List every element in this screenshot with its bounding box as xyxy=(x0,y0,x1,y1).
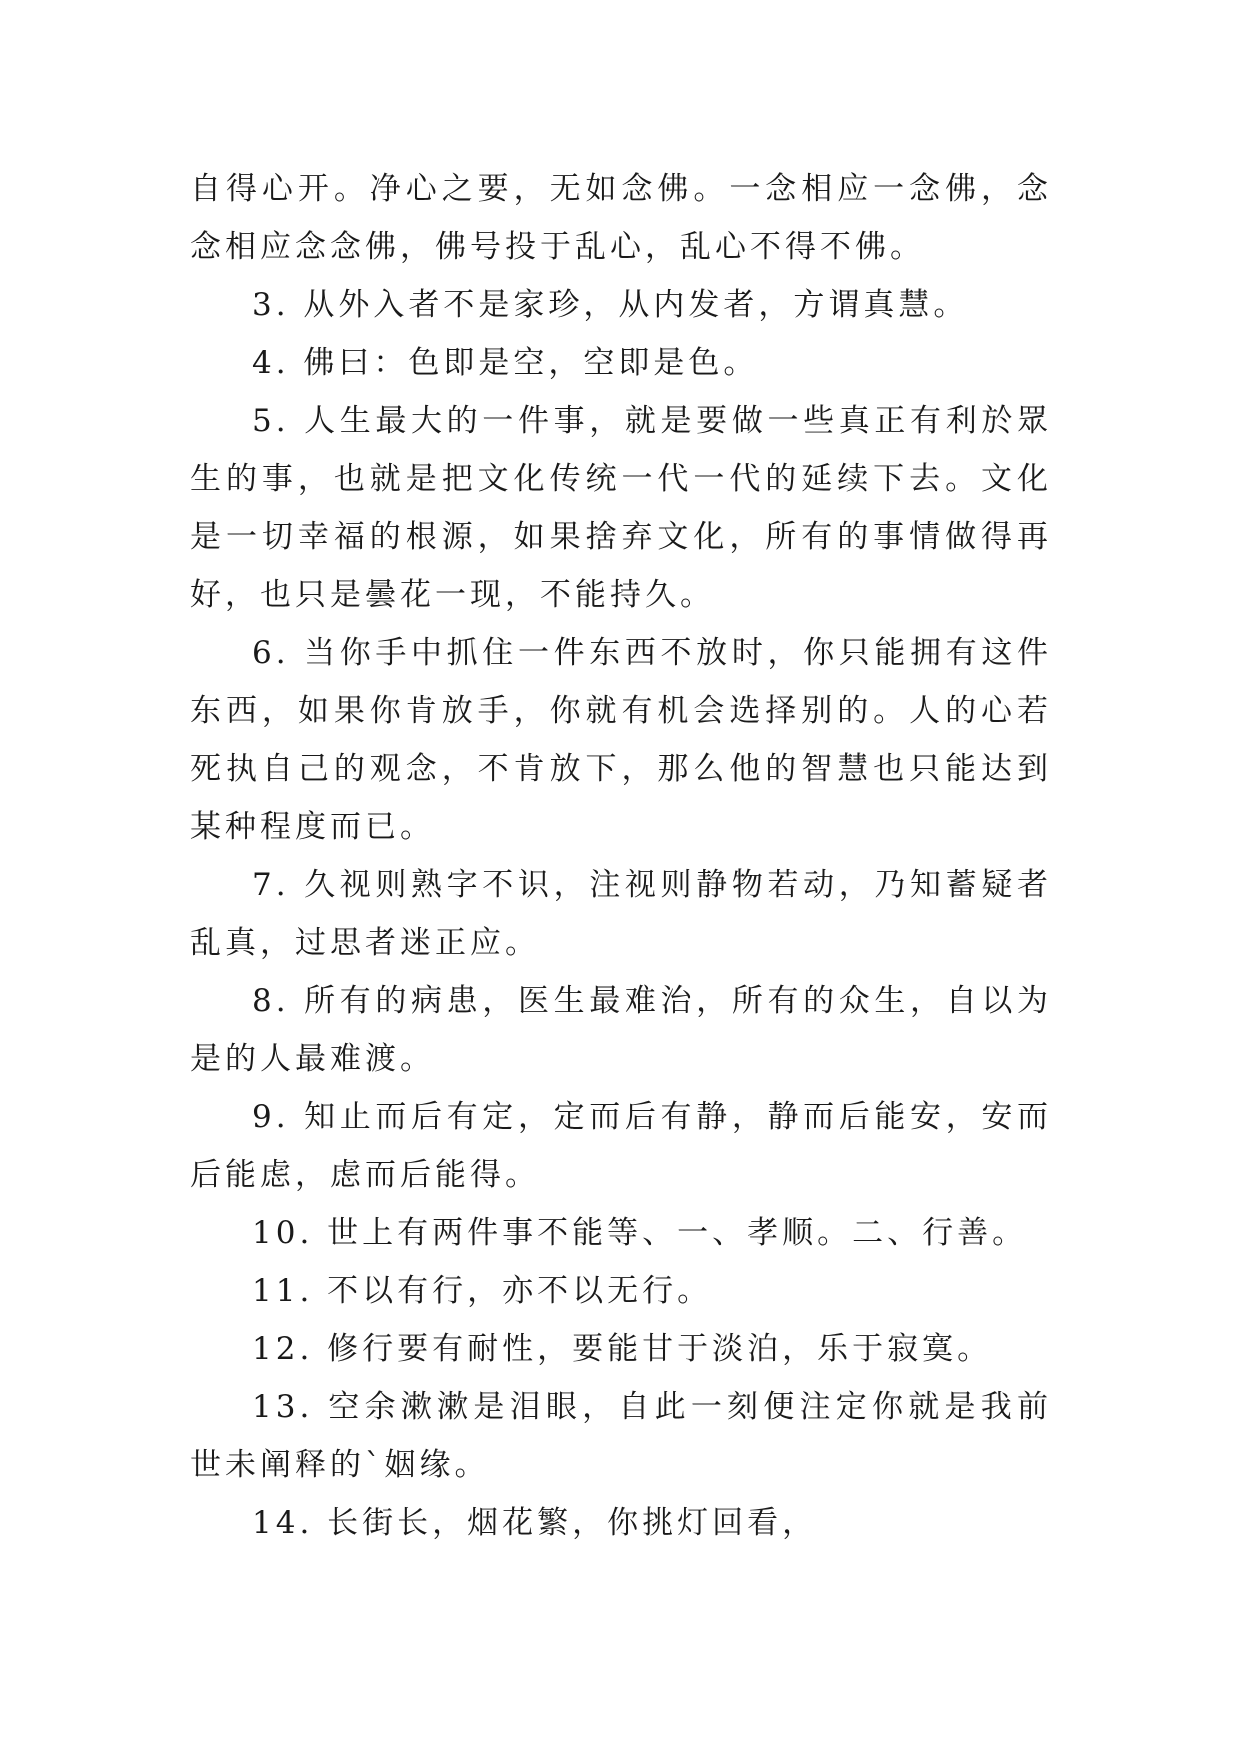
paragraph-item-12: 12. 修行要有耐性，要能甘于淡泊，乐于寂寞。 xyxy=(252,1331,993,1367)
paragraph-item-6: 6. 当你手中抓住一件东西不放时，你只能拥有这件东西，如果你肯放手，你就有机会选择别的。人的心若死执自己的观念，不肯放下，那么他的智慧也只能达到某种程度而已。 xyxy=(190,635,1052,845)
paragraph-item-11: 11. 不以有行，亦不以无行。 xyxy=(252,1273,713,1309)
paragraph-item-13: 13. 空余漱漱是泪眼，自此一刻便注定你就是我前世未阐释的`姻缘。 xyxy=(190,1389,1052,1483)
paragraph-item-4: 4. 佛曰：色即是空，空即是色。 xyxy=(252,345,759,381)
paragraph-item-8: 8. 所有的病患，医生最难治，所有的众生，自以为是的人最难渡。 xyxy=(190,983,1052,1077)
document-body xyxy=(190,160,1052,1552)
paragraph-item-5: 5. 人生最大的一件事，就是要做一些真正有利於眾生的事，也就是把文化传统一代一代的延续下去。文化是一切幸福的根源，如果捨弃文化，所有的事情做得再好，也只是曇花一现，不能持久。 xyxy=(190,403,1052,613)
paragraph-item-10: 10. 世上有两件事不能等、一、孝顺。二、行善。 xyxy=(252,1215,1028,1251)
paragraph-item-14: 14. 长街长，烟花繁，你挑灯回看， xyxy=(252,1505,818,1541)
paragraph-item-3: 3. 从外入者不是家珍，从内发者，方谓真慧。 xyxy=(252,287,969,323)
paragraph-item-9: 9. 知止而后有定，定而后有静，静而后能安，安而后能虑，虑而后能得。 xyxy=(190,1099,1052,1193)
paragraph-item-7: 7. 久视则熟字不识，注视则静物若动，乃知蓄疑者乱真，过思者迷正应。 xyxy=(190,867,1052,961)
paragraph-continued: 自得心开。净心之要，无如念佛。一念相应一念佛，念念相应念念佛，佛号投于乱心，乱心不得不佛。 xyxy=(190,171,1052,265)
